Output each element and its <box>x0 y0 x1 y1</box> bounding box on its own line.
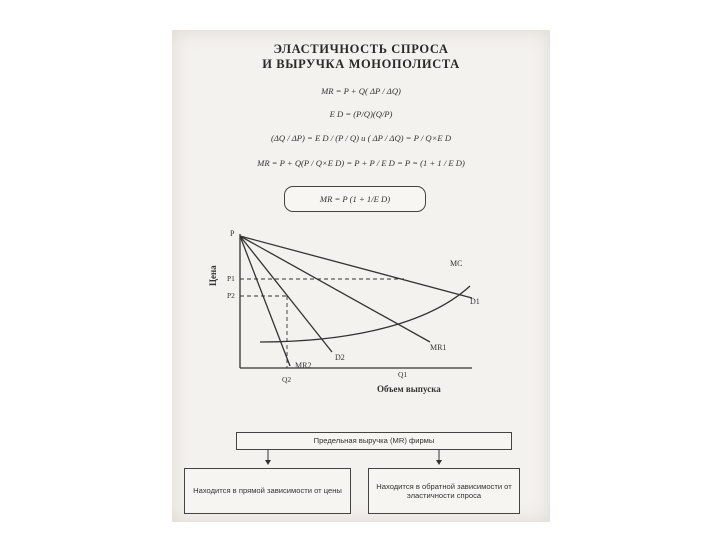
flow-top-text: Предельная выручка (MR) фирмы <box>313 436 435 446</box>
mr1-line <box>240 236 430 342</box>
label-q2: Q2 <box>282 375 292 384</box>
d1-line <box>240 236 472 298</box>
equation-mr: MR = P + Q( ΔP / ΔQ) <box>321 86 401 96</box>
flow-left-box <box>184 468 351 514</box>
x-axis-label: Объем выпуска <box>377 384 441 394</box>
arrow-left-icon <box>265 460 271 465</box>
title-line-2: И ВЫРУЧКА МОНОПОЛИСТА <box>262 57 460 71</box>
mr2-line <box>240 236 290 366</box>
arrow-right-icon <box>436 460 442 465</box>
d2-line <box>240 236 332 352</box>
flow-right-text: Находится в обратной зависимости от эластичности спроса <box>376 481 512 500</box>
y-axis-label: Цена <box>208 265 218 286</box>
label-p1: P1 <box>227 274 235 283</box>
equation-ratio: (ΔQ / ΔP) = E D / (P / Q) и ( ΔP / ΔQ) = P / Q×E D <box>270 133 452 143</box>
flow-top-box <box>236 432 512 450</box>
label-mc: MC <box>450 259 463 268</box>
equation-derivation: MR = P + Q(P / Q×E D) = P + P / E D = P = (1 + 1 / E D) <box>257 158 465 168</box>
label-d1: D1 <box>470 297 480 306</box>
label-d2: D2 <box>335 353 345 362</box>
label-mr2: MR2 <box>295 361 312 370</box>
flow-left-text: Находится в прямой зависимости от цены <box>193 486 342 496</box>
label-q1: Q1 <box>398 370 408 379</box>
boxed-formula: MR = P (1 + 1/E D) <box>284 186 426 212</box>
equation-elasticity: E D = (P/Q)(Q/P) <box>329 109 393 119</box>
label-mr1: MR1 <box>430 343 447 352</box>
flow-right-box <box>368 468 520 514</box>
title-line-1: ЭЛАСТИЧНОСТЬ СПРОСА <box>273 42 449 56</box>
mc-curve <box>260 286 470 342</box>
label-p: P <box>230 229 235 238</box>
label-p2: P2 <box>227 291 235 300</box>
